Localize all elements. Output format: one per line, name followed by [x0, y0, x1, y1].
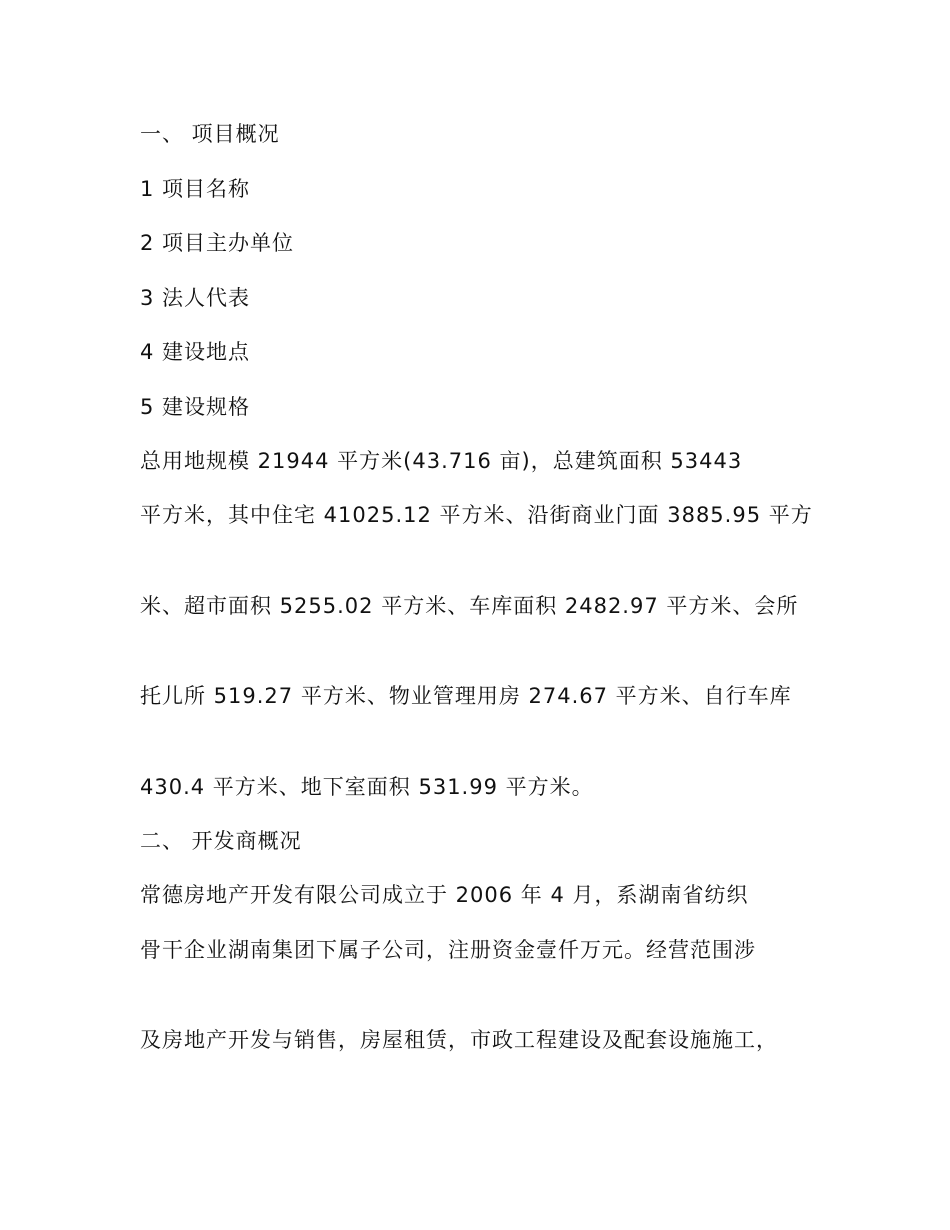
list-item-construction-scale: 5 建设规格 [140, 395, 251, 419]
section-heading-developer-overview: 二、 开发商概况 [140, 829, 302, 853]
list-item-legal-representative: 3 法人代表 [140, 286, 251, 310]
paragraph-line: 及房地产开发与销售，房屋租赁，市政工程建设及配套设施施工， [140, 1028, 778, 1052]
paragraph-line: 骨干企业湖南集团下属子公司，注册资金壹仟万元。经营范围涉 [140, 938, 756, 962]
paragraph-line: 托儿所 519.27 平方米、物业管理用房 274.67 平方米、自行车库 [140, 684, 792, 708]
paragraph-line: 430.4 平方米、地下室面积 531.99 平方米。 [140, 775, 594, 799]
list-item-project-name: 1 项目名称 [140, 177, 251, 201]
paragraph-line: 常德房地产开发有限公司成立于 2006 年 4 月，系湖南省纺织 [140, 883, 749, 907]
paragraph-line: 总用地规模 21944 平方米(43.716 亩)，总建筑面积 53443 [140, 449, 743, 473]
paragraph-line: 平方米，其中住宅 41025.12 平方米、沿街商业门面 3885.95 平方 [140, 503, 813, 527]
list-item-construction-site: 4 建设地点 [140, 340, 251, 364]
list-item-sponsor: 2 项目主办单位 [140, 231, 295, 255]
paragraph-line: 米、超市面积 5255.02 平方米、车库面积 2482.97 平方米、会所 [140, 594, 799, 618]
section-heading-project-overview: 一、 项目概况 [140, 122, 280, 146]
